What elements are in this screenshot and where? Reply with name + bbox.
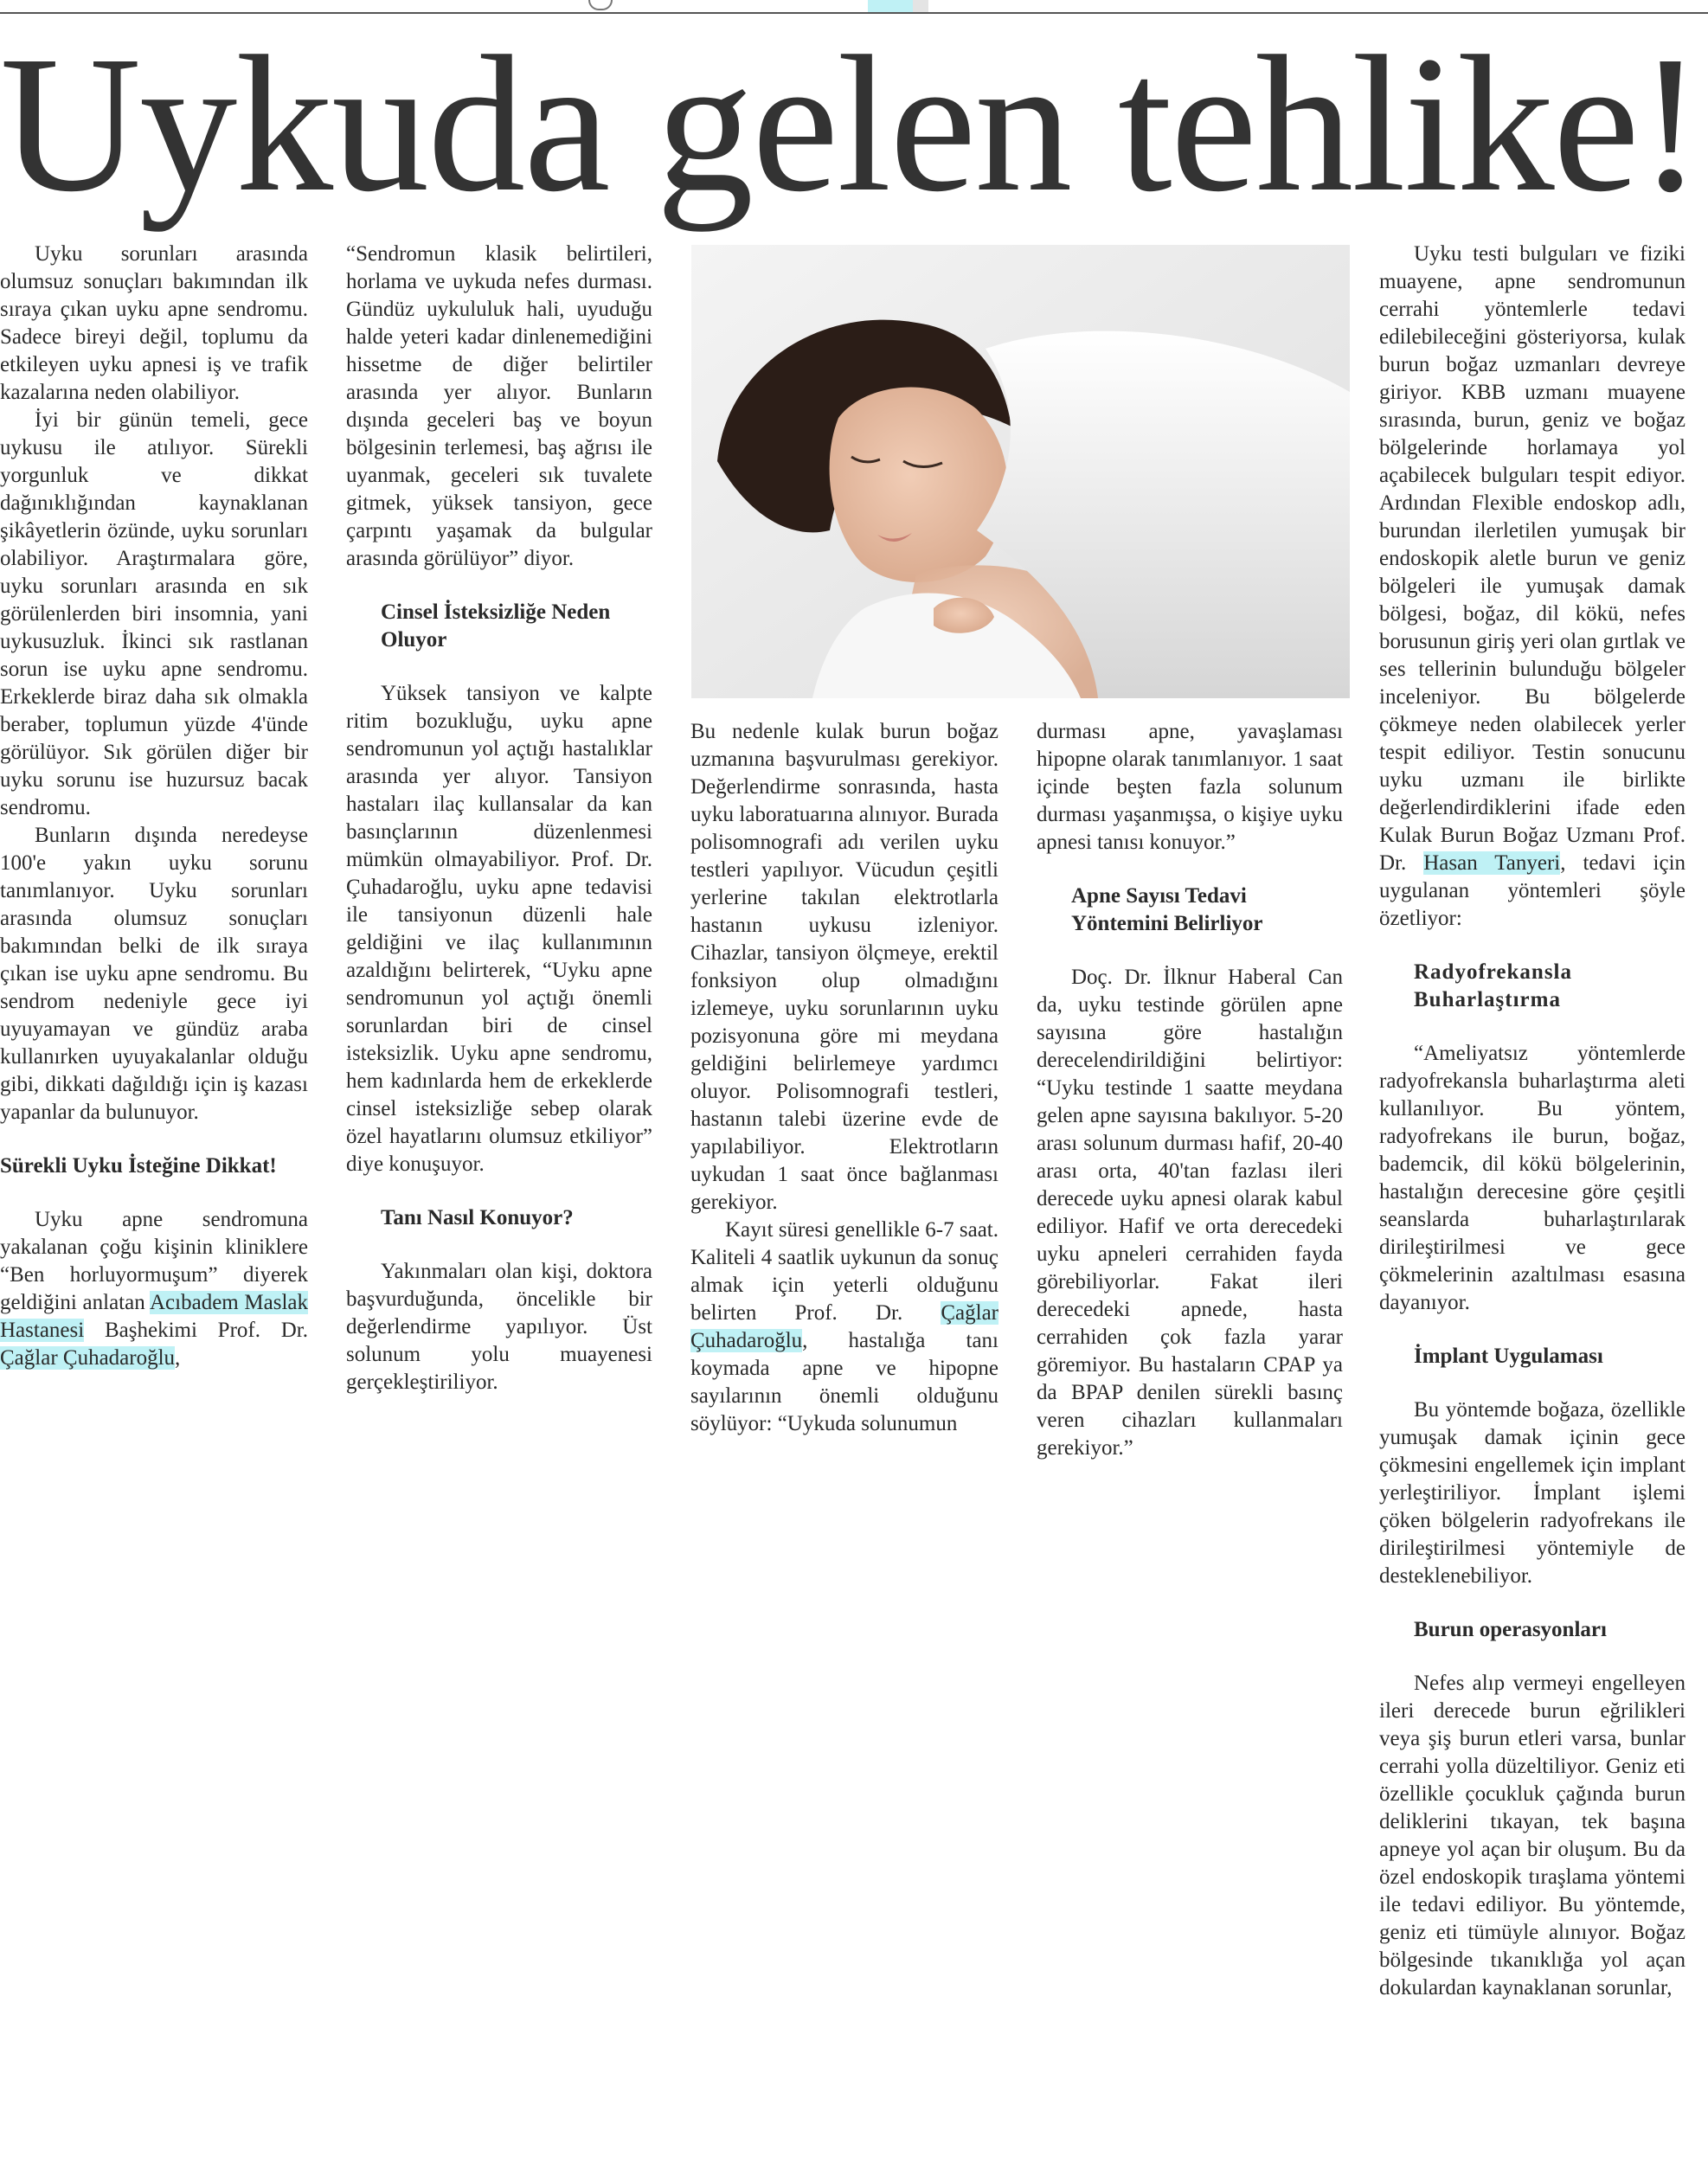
article-column-1 [0, 241, 308, 1372]
subheading: İmplant Uygulaması [1414, 1345, 1603, 1368]
text-span: , hastalığa tanı koymada apne ve hipopne sayılarının önemli olduğunu söylüyor: “Uykuda solunumun [690, 1329, 998, 1435]
text-span: Kayıt süresi genellikle 6-7 saat. Kaliteli 4 saatlik uykunun da sonuç almak için yeterli olduğunu belirten Prof. Dr. [690, 1218, 998, 1325]
text-span: Başhekimi Prof. Dr. [84, 1319, 308, 1342]
paragraph [690, 1216, 998, 1438]
article-headline: Uykuda gelen tehlike! [0, 16, 1702, 232]
subheading: Apne Sayısı Tedavi Yöntemini Belirliyor [1071, 884, 1263, 935]
text-span: Uyku testi bulguları ve fiziki muayene, apne sendromunun cerrahi yöntemlerle tedavi edilebileceğini gösteriyorsa, kulak burun boğaz uzmanları devreye giriyor. KBB uzmanı muayene sırasında, burun, geniz ve boğaz bölgelerinde horlamaya yol açabilecek bulguları tespit ediyor. Ardından Flexible endoskop adlı, burundan ilerletilen yumuşak bir endoskopik aletle burun ve geniz bölgeleri ile yumuşak damak bölgesi, boğaz, dil kökü, nefes borusunun giriş yeri olan gırtlak ve ses tellerinin bulunduğu bölgeler inceleniyor. Bu bölgelerde çökmeye neden olabilecek yerler tespit ediliyor. Testin sonucunu uyku uzmanı ile birlikte değerlendirdiklerini ifade eden Kulak Burun Boğaz Uzmanı Prof. Dr. [1379, 242, 1686, 875]
paragraph [1379, 241, 1686, 933]
subheading: Cinsel İsteksizliğe Neden Oluyor [381, 600, 611, 652]
subheading: Tanı Nasıl Konuyor? [381, 1206, 574, 1229]
highlighted-person-name: Hasan Tanyeri [1423, 851, 1561, 875]
paragraph: Uyku sorunları arasında olumsuz sonuçları bakımından ilk sıraya çıkan uyku apne sendromu. Sadece bireyi değil, toplumu da etkileyen uyku apnesi iş ve trafik kazalarına neden olabiliyor. [0, 242, 308, 404]
subheading: Radyofrekansla Buharlaştırma [1414, 960, 1573, 1011]
article-photo-sleeping-woman [691, 245, 1350, 698]
subheading: Sürekli Uyku İsteğine Dikkat! [0, 1154, 277, 1178]
paragraph: Doç. Dr. İlknur Haberal Can da, uyku testinde görülen apne sayısına göre hastalığın derecelendirildiğini belirtiyor: “Uyku testinde 1 saatte meydana gelen apne sayısına bakılıyor. 5-20 arası solunum durması hafif, 20-40 arası orta, 40'tan fazlası ileri derecede uyku apnesi olarak kabul ediliyor. Hafif ve orta derecedeki uyku apneleri cerrahiden fayda görebiliyorlar. Fakat ileri derecedeki apnede, hasta cerrahiden çok fazla yarar göremiyor. Bu hastaların CPAP ya da BPAP denilen sürekli basınç veren cihazları kullanmaları gerekiyor.” [1037, 966, 1343, 1460]
subheading: Burun operasyonları [1414, 1618, 1607, 1641]
paragraph: Yüksek tansiyon ve kalpte ritim bozukluğu, uyku apne sendromunun yol açtığı hastalıklar arasında yer alıyor. Tansiyon hastaları ilaç kullansalar da kan basınçlarının düzenlenmesi mümkün olmayabiliyor. Prof. Dr. Çuhadaroğlu, uyku apne tedavisi ile tansiyonun düzenli hale geldiğini ve ilaç kullanımının azaldığını belirterek, “Uyku apne sendromunun yol açtığı önemli sorunlardan biri de cinsel isteksizlik. Uyku apne sendromu, hem kadınlarda hem de erkeklerde cinsel isteksizliğe sebep olarak özel hayatlarını olumsuz etkiliyor” diye konuşuyor. [346, 682, 652, 1176]
paragraph: durması apne, yavaşlaması hipopne olarak tanımlanıyor. 1 saat içinde beşten fazla solunum durması yaşanmışsa, o kişiye uyku apnesi tanısı konuyor.” [1037, 720, 1343, 854]
paragraph: İyi bir günün temeli, gece uykusu ile atılıyor. Sürekli yorgunluk ve dikkat dağınıklığından kaynaklanan şikâyetlerin özünde, uyku sorunları olabiliyor. Araştırmalara göre, uyku sorunları arasında en sık görülenlerden biri insomnia, yani uykusuzluk. İkinci sık rastlanan sorun ise uyku apne sendromu. Erkeklerde biraz daha sık olmakla beraber, toplumun yüzde 4'ünde görülüyor. Sık görülen diğer bir uyku sorunu ise huzursuz bacak sendromu. [0, 408, 308, 819]
highlighted-person-name: Çağlar Çuhadaroğlu [690, 1301, 998, 1352]
text-span: , tedavi için uygulanan yöntemleri şöyle özetliyor: [1379, 851, 1686, 930]
paragraph [0, 1206, 308, 1372]
page-top-rule [0, 0, 1708, 14]
article-column-3 [690, 718, 998, 1438]
text-span: , [175, 1346, 181, 1370]
text-span: Uyku apne sendromuna yakalanan çoğu kişinin kliniklere “Ben horluyormuşum” diyerek geldiğini anlatan [0, 1208, 308, 1314]
paragraph: Bunların dışında neredeyse 100'e yakın uyku sorunu tanımlanıyor. Uyku sorunları arasında olumsuz sonuçları bakımından belki de ilk sıraya çıkan ise uyku apne sendromu. Bu sendrom nedeniyle gece iyi uyuyamayan ve gündüz araba kullanırken uyuyakalanlar olduğu gibi, dikkati dağıldığı için iş kazası yapanlar da bulunuyor. [0, 824, 308, 1124]
highlight-marker [868, 0, 913, 12]
highlight-marker-grey [913, 0, 928, 12]
highlighted-person-name: Çağlar Çuhadaroğlu [0, 1346, 176, 1370]
highlighted-hospital-name: Acıbadem Maslak Hastanesi [0, 1291, 308, 1342]
article-column-5 [1379, 241, 1686, 2002]
article-column-4 [1037, 718, 1343, 1462]
paragraph: Nefes alıp vermeyi engelleyen ileri derecede burun eğrilikleri veya şiş burun etleri varsa, bunlar cerrahi yolla düzeltiliyor. Geniz eti özellikle çocukluk çağında burun deliklerini tıkayan, tek başına apneye yol açan bir oluşum. Bu da özel endoskopik tıraşlama yöntemi ile tedavi ediliyor. Bu yöntemde, geniz eti tümüyle alınıyor. Boğaz bölgesinde tıkanıklığa yol açan dokulardan kaynaklanan sorunlar, [1379, 1672, 1686, 1999]
paragraph: “Sendromun klasik belirtileri, horlama ve uykuda nefes durması. Gündüz uykululuk hali, uyuduğu halde yeteri kadar dinlenemediğini hissetme de diğer belirtiler arasında yer alıyor. Bunların dışında geceleri baş ve boyun bölgesinin terlemesi, baş ağrısı ile uyanmak, geceleri sık tuvalete gitmek, yüksek tansiyon, gece çarpıntı yaşamak da bulgular arasında görülüyor” diyor. [346, 242, 652, 570]
paragraph: “Ameliyatsız yöntemlerde radyofrekansla buharlaştırma aleti kullanılıyor. Bu yöntem, radyofrekans ile burun, boğaz, bademcik, dil kökü bölgelerinin, hastalığın derecesine göre çeşitli seanslarda buharlaştırılarak dirileştirilmesi ve gece çökmelerinin azaltılması esasına dayanıyor. [1379, 1042, 1686, 1314]
paragraph: Bu nedenle kulak burun boğaz uzmanına başvurulması gerekiyor. Değerlendirme sonrasında, hasta uyku laboratuarına alınıyor. Burada polisomnografi adı verilen uyku testleri yapılıyor. Vücudun çeşitli yerlerine takılan elektrotlarla hastanın uykusu izleniyor. Cihazlar, tansiyon ölçmeye, erektil fonksiyon olup olmadığını izlemeye, uyku sorunlarının uyku pozisyonuna göre mi meydana geldiğini belirlemeye yardımcı oluyor. Polisomnografi testleri, hastanın talebi üzerine evde de yapılabiliyor. Elektrotların uykudan 1 saat önce bağlanması gerekiyor. [690, 720, 998, 1214]
paragraph: Yakınmaları olan kişi, doktora başvurduğunda, öncelikle bir değerlendirme yapılıyor. Üst solunum yolu muayenesi gerçekleştiriliyor. [346, 1260, 652, 1394]
sleeping-woman-illustration [691, 245, 1350, 698]
article-column-2 [346, 241, 652, 1396]
paragraph: Bu yöntemde boğaza, özellikle yumuşak damak içinin gece çökmesini engellemek için implant yerleştiriliyor. İmplant işlemi çöken bölgelerin radyofrekans ile dirileştirilmesi yöntemiyle de desteklenebiliyor. [1379, 1398, 1686, 1588]
